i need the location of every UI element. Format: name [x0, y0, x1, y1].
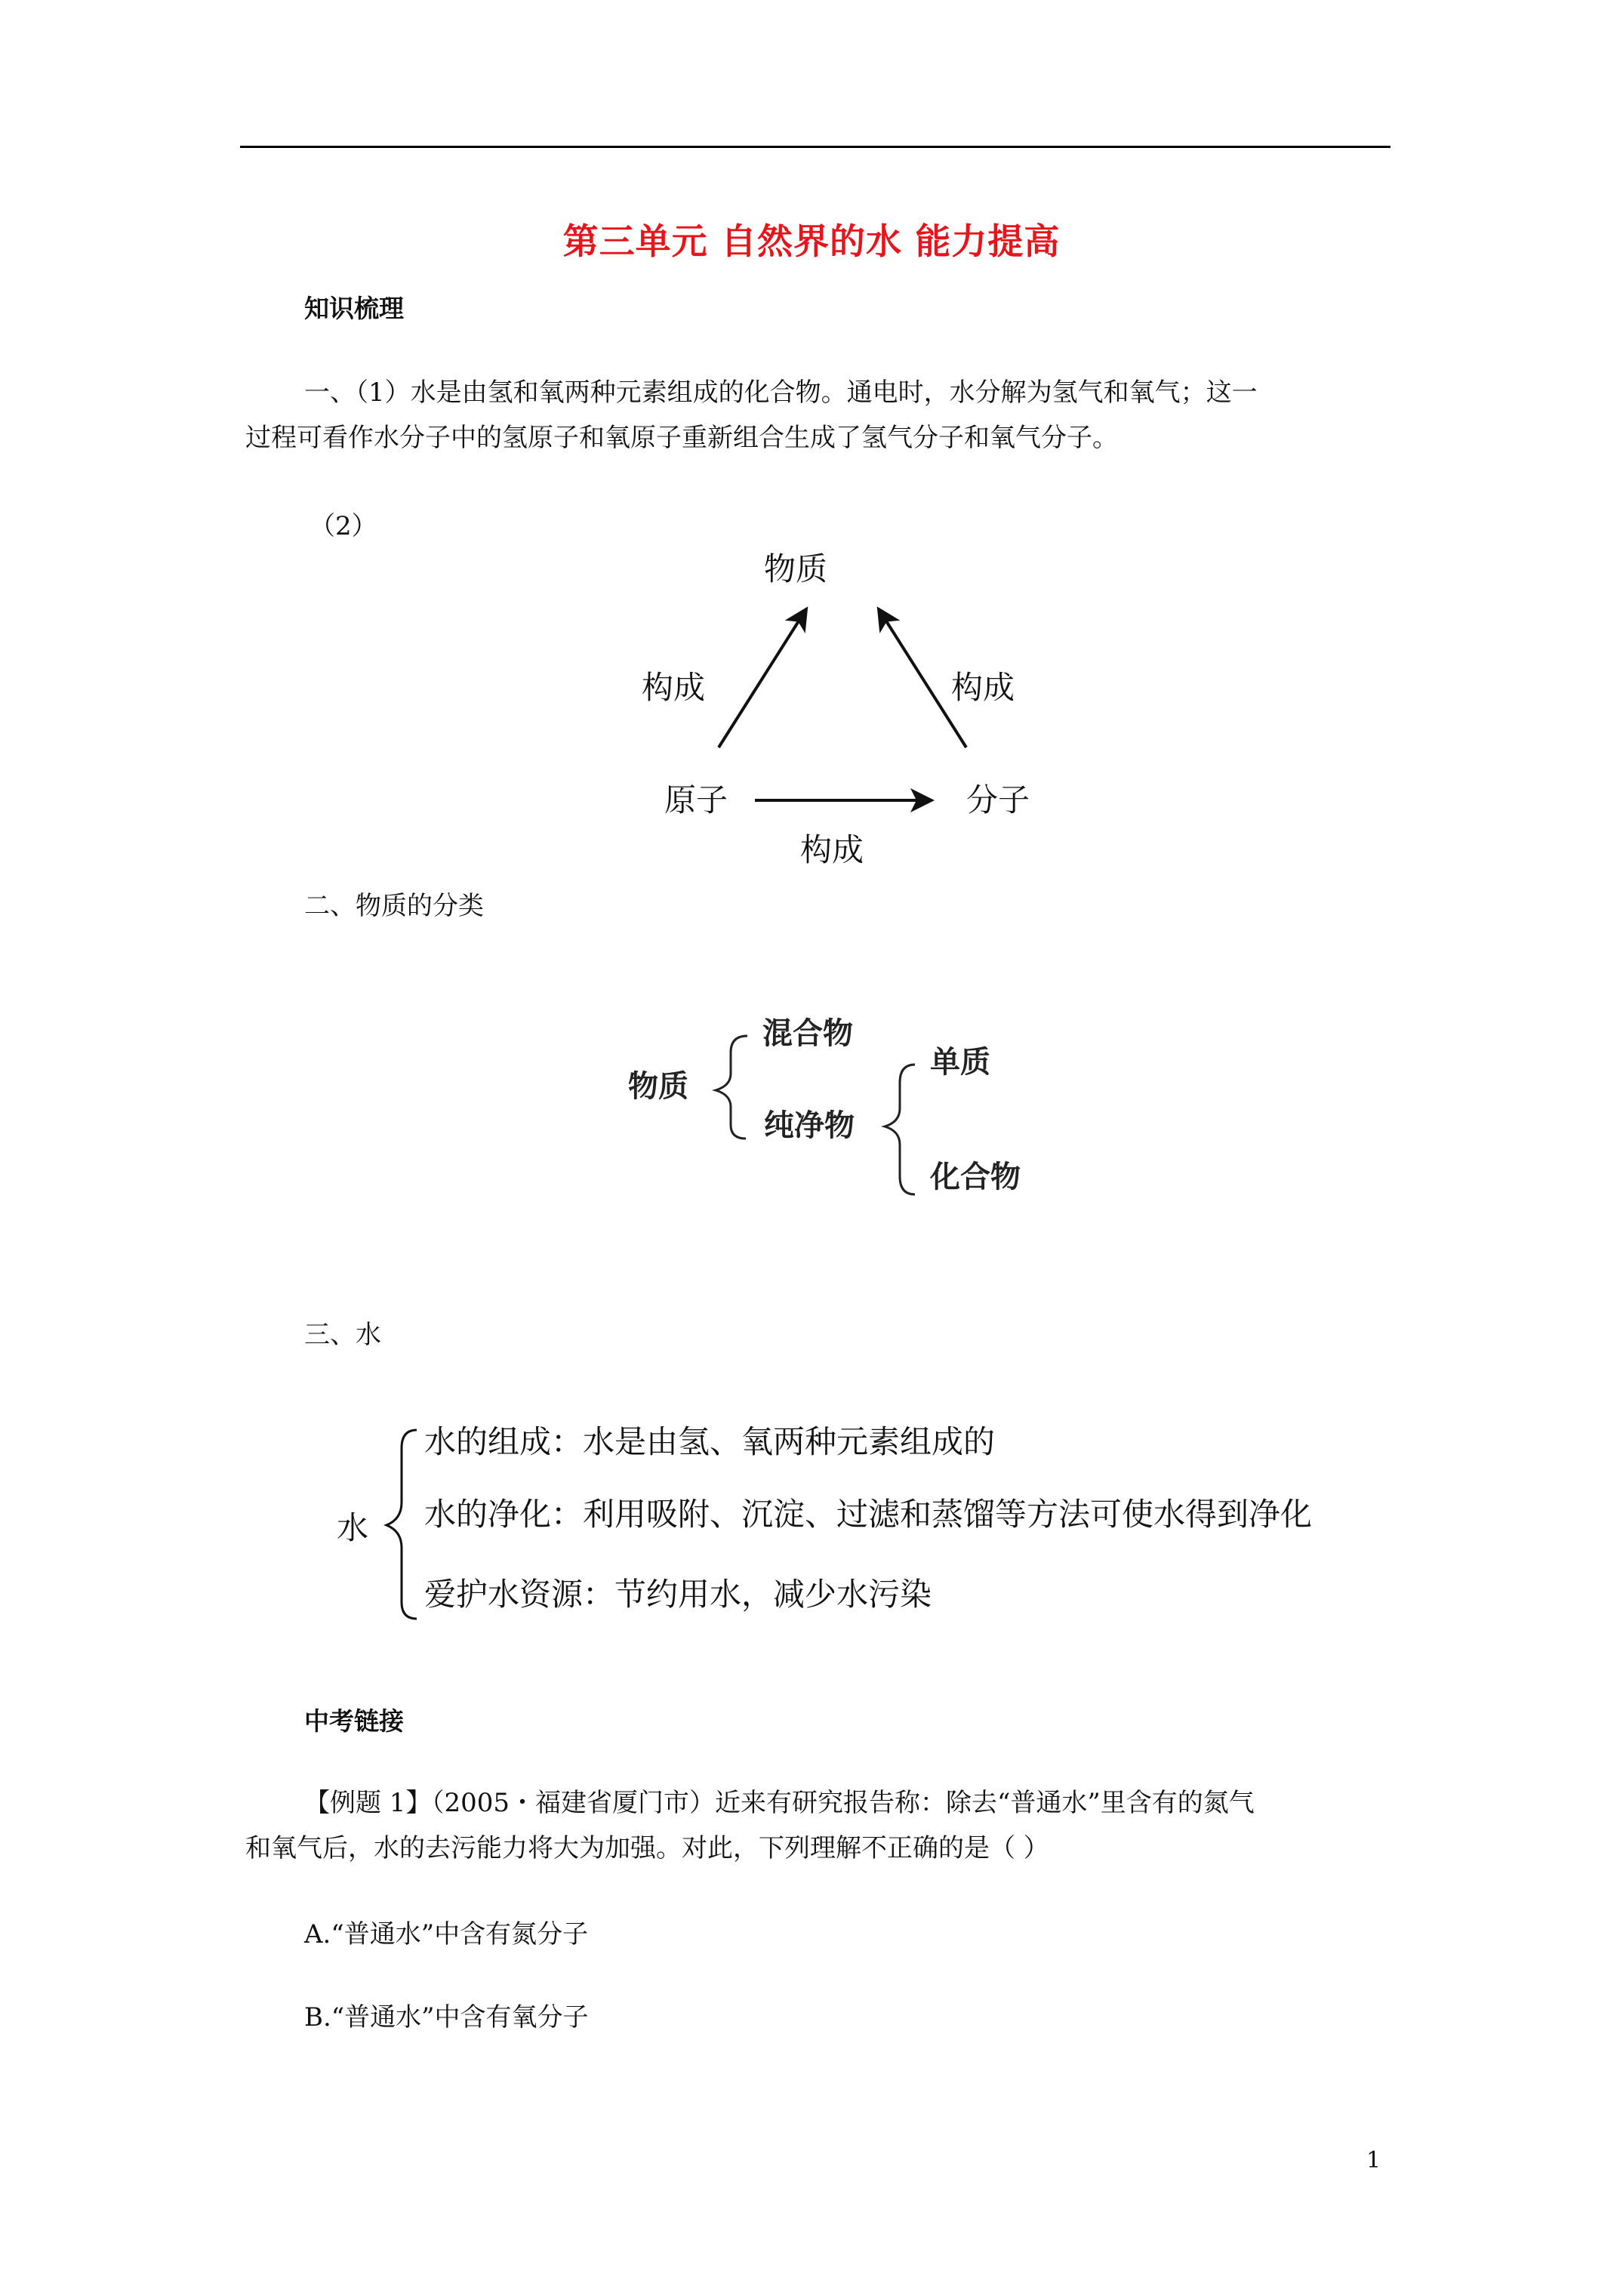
diagram-node-substance: 物质 — [764, 550, 828, 587]
page-number: 1 — [1366, 2147, 1381, 2174]
section-heading-knowledge: 知识梳理 — [304, 294, 404, 323]
item2-label: （2） — [310, 511, 377, 541]
tree-node-pure: 纯净物 — [764, 1108, 855, 1143]
water-brace — [387, 1430, 417, 1619]
diagram-edge-right-label: 构成 — [951, 669, 1015, 706]
part2-heading: 二、物质的分类 — [304, 891, 484, 921]
arrow-atom-to-substance — [719, 612, 805, 747]
part1-line1: 一、（1）水是由氢和氧两种元素组成的化合物。通电时，水分解为氢气和氧气；这一 — [304, 378, 1258, 408]
page-title: 第三单元 自然界的水 能力提高 — [562, 221, 1061, 263]
water-item-composition: 水的组成：水是由氢、氧两种元素组成的 — [424, 1423, 996, 1460]
part3-heading: 三、水 — [304, 1320, 381, 1350]
diagram-node-molecule: 分子 — [966, 781, 1030, 818]
tree-node-compound: 化合物 — [930, 1160, 1021, 1194]
example1-option-a: A.“普通水”中含有氮分子 — [304, 1919, 589, 1949]
water-summary-diagram — [332, 1404, 1449, 1646]
atom-molecule-substance-diagram — [619, 529, 1087, 883]
header-rule — [240, 146, 1390, 148]
tree-brace-2 — [885, 1065, 915, 1194]
diagram-edge-bottom-label: 构成 — [800, 831, 864, 868]
water-item-protection: 爱护水资源：节约用水，减少水污染 — [424, 1576, 932, 1613]
water-item-purification: 水的净化：利用吸附、沉淀、过滤和蒸馏等方法可使水得到净化 — [424, 1496, 1313, 1533]
section-heading-exam: 中考链接 — [304, 1706, 404, 1736]
part1-line2: 过程可看作水分子中的氢原子和氧原子重新组合生成了氢气分子和氧气分子。 — [245, 423, 1118, 453]
classification-diagram — [619, 989, 1072, 1216]
tree-brace-1 — [716, 1036, 747, 1139]
example1-option-b: B.“普通水”中含有氧分子 — [304, 2002, 589, 2032]
diagram-edge-left-label: 构成 — [642, 669, 706, 706]
example1-line2: 和氧气后，水的去污能力将大为加强。对此，下列理解不正确的是（ ） — [245, 1833, 1049, 1863]
water-root: 水 — [337, 1509, 369, 1546]
tree-root-substance: 物质 — [628, 1069, 688, 1104]
tree-node-element: 单质 — [930, 1045, 990, 1080]
tree-node-mixture: 混合物 — [762, 1016, 853, 1051]
example1-line1: 【例题 1】（2005・福建省厦门市）近来有研究报告称：除去“普通水”里含有的氮气 — [304, 1788, 1255, 1818]
diagram-node-atom: 原子 — [664, 781, 728, 818]
